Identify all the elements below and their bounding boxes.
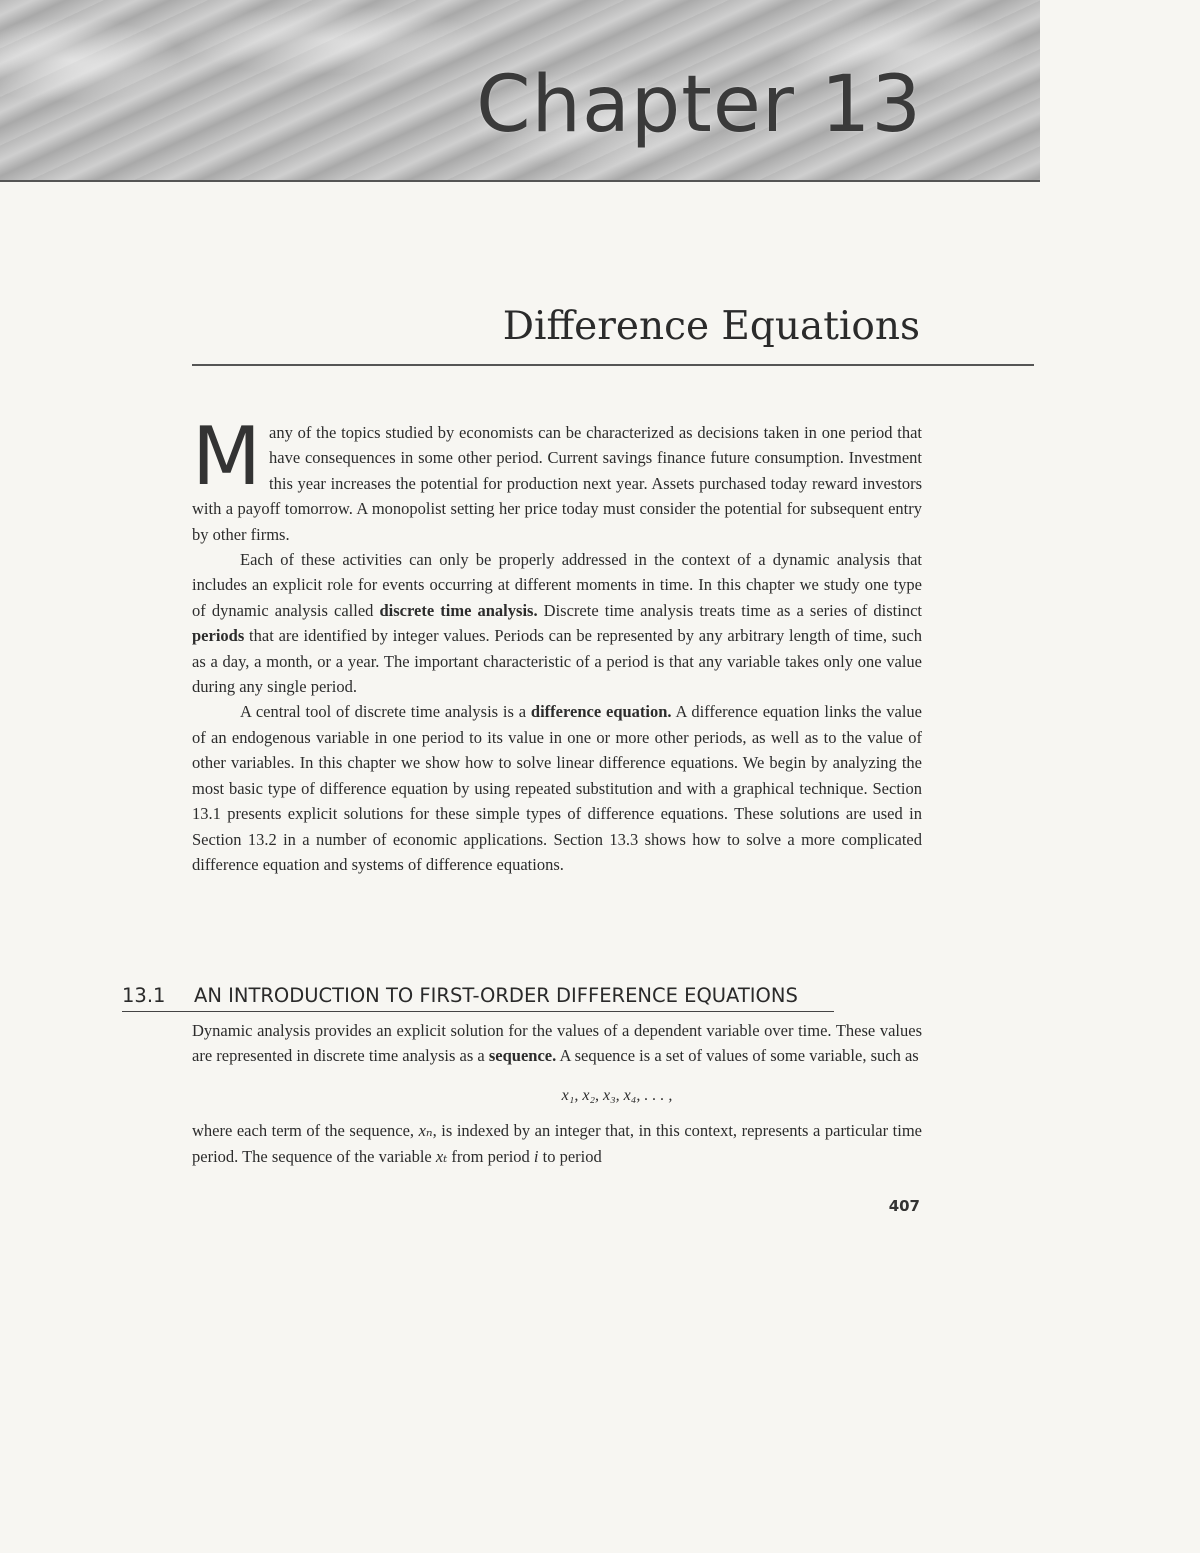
intro-p3-text-a: A central tool of discrete time analysis is a [240, 702, 531, 722]
intro-p2-text-d: that are identified by integer values. Periods can be represented by any arbitrary length of time, such as a day, a month, or a year. The important characteristic of a period is that any variable takes only one value during any single period. [192, 626, 922, 697]
page-number: 407 [888, 1197, 920, 1215]
intro-p1-text: any of the topics studied by economists can be characterized as decisions taken in one period that have consequences in some other period. Current savings finance future consumption. Investment this year increases the potential for production next year. Assets purchased today reward investors with a payoff tomorrow. A monopolist setting her price today must consider the potential for subsequent entry by other firms. [192, 423, 922, 544]
intro-p2-text-c: Discrete time analysis treats time as a series of distinct [537, 600, 922, 620]
term-sequence: sequence. [488, 1046, 557, 1066]
intro-paragraph-2 [192, 547, 922, 699]
chapter-subtitle: Difference Equations [502, 304, 920, 349]
section-paragraph-1 [192, 1018, 922, 1069]
term-discrete-time-analysis: discrete time analysis. [379, 600, 538, 620]
section-p2-text-d: to period [538, 1146, 602, 1166]
section-title: AN INTRODUCTION TO FIRST-ORDER DIFFERENCE EQUATIONS [194, 984, 798, 1007]
section-body [192, 1018, 922, 1169]
intro-text [192, 410, 923, 877]
section-paragraph-2 [192, 1118, 922, 1169]
term-periods: periods [192, 626, 245, 646]
section-p1-text-c: A sequence is a set of values of some variable, such as [556, 1046, 919, 1066]
sequence-expression: x₁, x₂, x₃, x₄, . . . , [561, 1086, 673, 1104]
intro-p3-text-c: A difference equation links the value of an endogenous variable in one period to its value in one or more other periods, as well as to the value of other variables. In this chapter we show how to solve linear difference equations. We begin by analyzing the most basic type of difference equation by using repeated substitution and with a graphical technique. Section 13.1 presents explicit solutions for these simple types of difference equations. These solutions are used in Section 13.2 in a number of economic applications. Section 13.3 shows how to solve a more complicated difference equation and systems of difference equations. [192, 702, 923, 874]
var-x-t: xₜ [435, 1146, 448, 1166]
section-p2-text-b: , is indexed by an integer that, in this context, represents a particular time period. The sequence of the variable [192, 1121, 922, 1166]
intro-paragraph-1 [192, 410, 922, 547]
var-x-n: xₙ [418, 1121, 433, 1141]
section-p2-text-c: from period [447, 1146, 534, 1166]
term-difference-equation: difference equation. [530, 702, 672, 722]
section-heading [122, 984, 834, 1012]
intro-paragraph-3 [192, 699, 922, 877]
dropcap: M [192, 410, 262, 503]
section-p2-text-a: where each term of the sequence, [192, 1121, 419, 1141]
section-p1-text-a: Dynamic analysis provides an explicit solution for the values of a dependent variable over time. These values are represented in discrete time analysis as a [192, 1021, 922, 1066]
intro-p2-text-a: Each of these activities can only be properly addressed in the context of a dynamic analysis that includes an explicit role for events occurring at different moments in time. In this chapter we study one type of dynamic analysis called [192, 550, 922, 620]
chapter-title: Chapter 13 [476, 60, 922, 150]
subtitle-rule [192, 364, 1034, 366]
section-number: 13.1 [122, 984, 166, 1007]
banner-rule [0, 180, 1040, 182]
var-i: i [533, 1146, 539, 1166]
